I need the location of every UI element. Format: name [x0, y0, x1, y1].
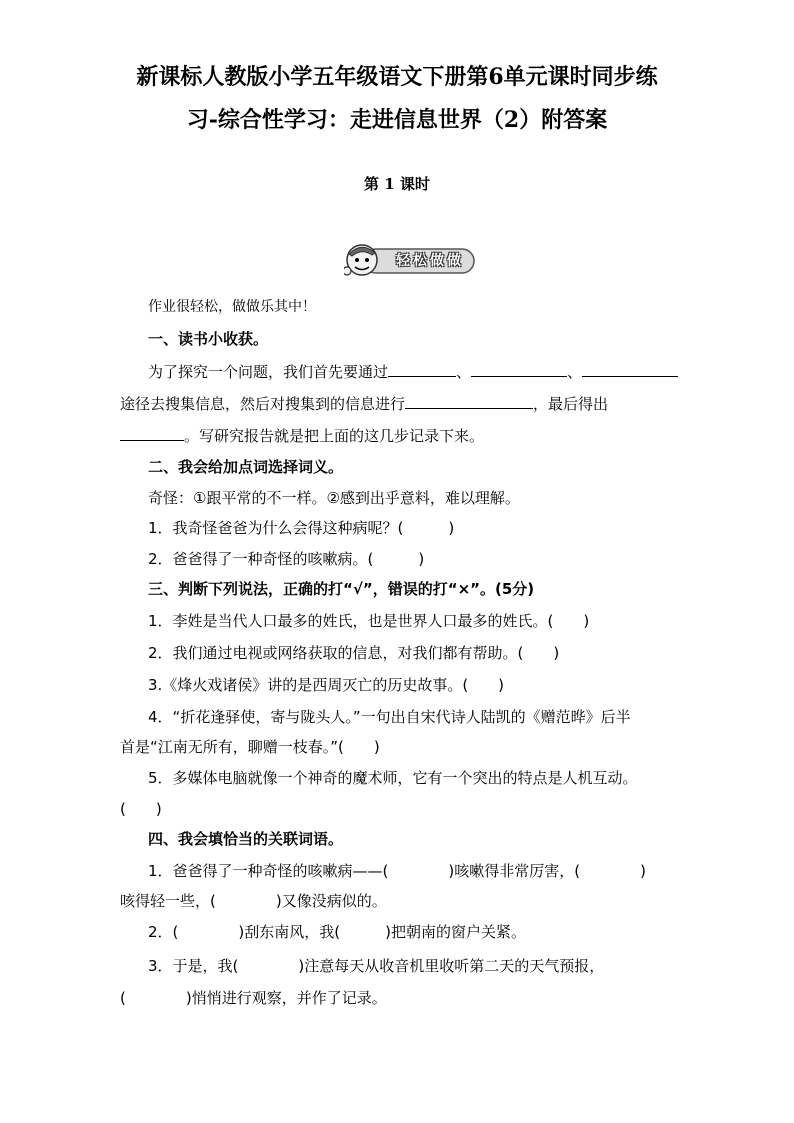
section-3-question-2: 2．我们通过电视或网络获取的信息，对我们都有帮助。( )	[148, 644, 560, 662]
section-1-line-2	[120, 393, 608, 414]
section-1-line-3	[120, 425, 484, 446]
section-3-heading: 三、判断下列说法，正确的打“√”，错误的打“×”。(5分)	[148, 580, 535, 598]
section-4-question-3-line-1: 3．于是，我( )注意每天从收音机里收听第二天的天气预报，	[148, 957, 605, 975]
section-1-text: 为了探究一个问题，我们首先要通过	[148, 363, 389, 381]
section-3-question-1: 1．李姓是当代人口最多的姓氏，也是世界人口最多的姓氏。( )	[148, 612, 590, 630]
section-2-heading: 二、我会给加点词选择词义。	[148, 458, 344, 476]
section-1-heading: 一、读书小收获。	[148, 330, 269, 348]
document-title-line-2: 习-综合性学习：走进信息世界（2）附答案	[186, 107, 608, 133]
section-4-question-3-line-2: ( )悄悄进行观察，并作了记录。	[120, 989, 387, 1007]
easy-practice-badge	[344, 240, 476, 278]
answer-blank[interactable]	[120, 426, 184, 441]
section-3-question-4-line-2: 首是“江南无所有，聊赠一枝春。”( )	[120, 738, 380, 756]
section-1-text: 。写研究报告就是把上面的这几步记录下来。	[184, 427, 485, 445]
document-title-line-1: 新课标人教版小学五年级语文下册第6单元课时同步练	[136, 64, 658, 90]
section-3-question-5-line-1: 5．多媒体电脑就像一个神奇的魔术师，它有一个突出的特点是人机互动。	[148, 769, 638, 787]
separator: 、	[456, 363, 472, 381]
section-4-question-2: 2．( )刮东南风，我( )把朝南的窗户关紧。	[148, 923, 526, 941]
section-2-definition: 奇怪：①跟平常的不一样。②感到出乎意料，难以理解。	[148, 489, 520, 507]
answer-blank[interactable]	[471, 362, 567, 377]
section-4-question-1-line-1: 1．爸爸得了一种奇怪的咳嗽病——( )咳嗽得非常厉害，( )	[148, 862, 646, 880]
separator: 、	[567, 363, 583, 381]
section-1-text: 途径去搜集信息，然后对搜集到的信息进行	[120, 395, 406, 413]
section-3-question-3: 3.《烽火戏诸侯》讲的是西周灭亡的历史故事。( )	[148, 676, 505, 694]
answer-blank[interactable]	[405, 394, 533, 409]
section-4-question-1-line-2: 咳得轻一些，( )又像没病似的。	[120, 892, 387, 910]
section-2-question-1: 1．我奇怪爸爸为什么会得这种病呢？( )	[148, 519, 455, 537]
badge-text: 轻松做做	[396, 253, 464, 269]
section-2-question-2: 2．爸爸得了一种奇怪的咳嗽病。( )	[148, 550, 425, 568]
section-1-line-1	[148, 361, 678, 382]
lesson-label: 第 1 课时	[364, 175, 430, 193]
answer-blank[interactable]	[388, 362, 456, 377]
motto-text: 作业很轻松，做做乐其中！	[148, 299, 316, 315]
section-1-text: ，最后得出	[533, 395, 609, 413]
section-4-heading: 四、我会填恰当的关联词语。	[148, 830, 344, 848]
section-3-question-4-line-1: 4．“折花逢驿使，寄与陇头人。”一句出自宋代诗人陆凯的《赠范晔》后半	[148, 708, 631, 726]
answer-blank[interactable]	[582, 362, 678, 377]
section-3-question-5-line-2: ( )	[120, 800, 162, 818]
